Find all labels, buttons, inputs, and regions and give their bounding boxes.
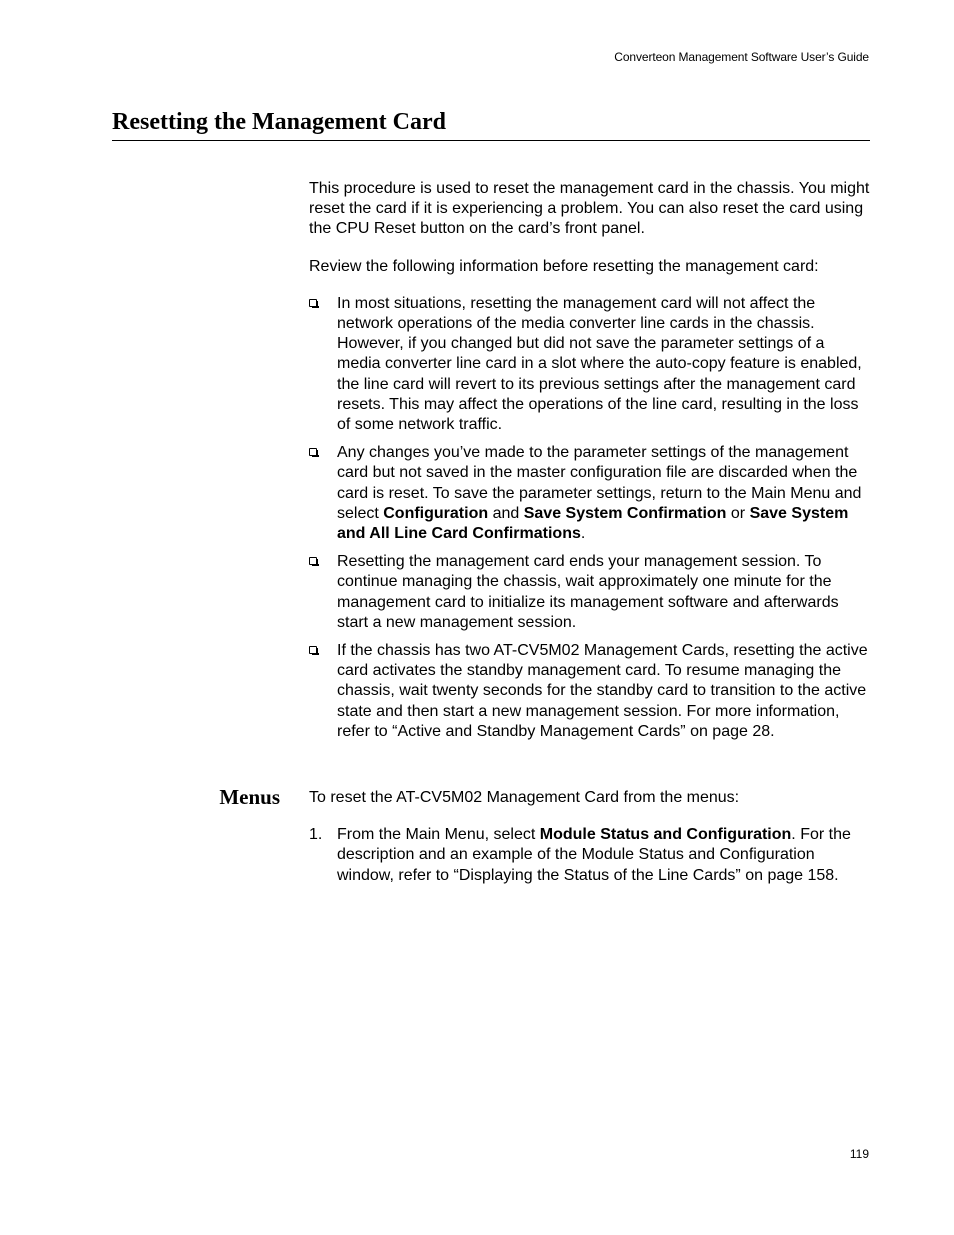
box-bullet-icon <box>309 448 317 456</box>
menu-name-module-status: Module Status and Configuration <box>539 826 792 844</box>
menus-intro: To reset the AT-CV5M02 Management Card from the menus: <box>309 789 740 806</box>
review-paragraph: Review the following information before resetting the management card: <box>309 257 819 275</box>
page-number: 119 <box>849 1147 869 1161</box>
text-run: and <box>488 504 524 522</box>
box-bullet-icon <box>309 557 317 565</box>
bullet-list <box>309 294 871 742</box>
step-text <box>337 826 851 883</box>
list-item <box>309 443 871 544</box>
step-number: 1. <box>309 826 323 844</box>
menus-heading: Menus <box>219 785 280 809</box>
list-item <box>309 294 871 435</box>
menu-name-configuration: Configuration <box>383 504 489 522</box>
text-run: . <box>580 525 586 543</box>
text-run: or <box>726 504 750 522</box>
text-run: . For the description and an example of the Module Status and Configuration window, refer to “Displaying the Status of the Line Cards” on page 158. <box>337 826 851 884</box>
list-item <box>309 552 871 633</box>
body-column <box>309 179 871 750</box>
running-header: Converteon Management Software User’s Guide <box>614 50 869 64</box>
step-item <box>309 825 871 886</box>
menus-column <box>309 788 871 886</box>
box-bullet-icon <box>309 646 317 654</box>
bullet-text: If the chassis has two AT-CV5M02 Management Cards, resetting the active card activates the standby management card. To resume managing the chassis, wait twenty seconds for the standby card to transition to the active state and then start a new management session. For more information, refer to “Active and Standby Management Cards” on page 28. <box>337 642 868 740</box>
section-title: Resetting the Management Card <box>112 109 446 135</box>
menu-name-save-all-confirmations: Save System and All Line Card Confirmations <box>337 504 849 543</box>
steps-list <box>309 825 871 886</box>
intro-paragraph: This procedure is used to reset the management card in the chassis. You might reset the card if it is experiencing a problem. You can also reset the card using the CPU Reset button on the card’s front panel. <box>309 180 870 238</box>
text-run: Any changes you’ve made to the parameter settings of the management card but not saved in the master configuration file are discarded when the card is reset. To save the parameter settings, return to the Main Menu and select <box>337 444 862 522</box>
bullet-text: Resetting the management card ends your management session. To continue managing the chassis, wait approximately one minute for the management card to initialize its management software and afterwards start a new management session. <box>337 553 839 631</box>
title-rule <box>112 140 870 141</box>
bullet-text: In most situations, resetting the management card will not affect the network operations of the media converter line cards in the chassis. However, if you changed but did not save the parameter settings of a media converter line card in a slot where the auto-copy feature is enabled, the line card will revert to its previous settings after the management card resets. This may affect the operations of the line card, resulting in the loss of some network traffic. <box>337 294 862 434</box>
box-bullet-icon <box>309 299 317 307</box>
list-item <box>309 641 871 742</box>
bullet-text <box>337 443 871 544</box>
text-run: From the Main Menu, select <box>337 826 540 844</box>
menu-name-save-system-confirmation: Save System Confirmation <box>523 504 727 522</box>
